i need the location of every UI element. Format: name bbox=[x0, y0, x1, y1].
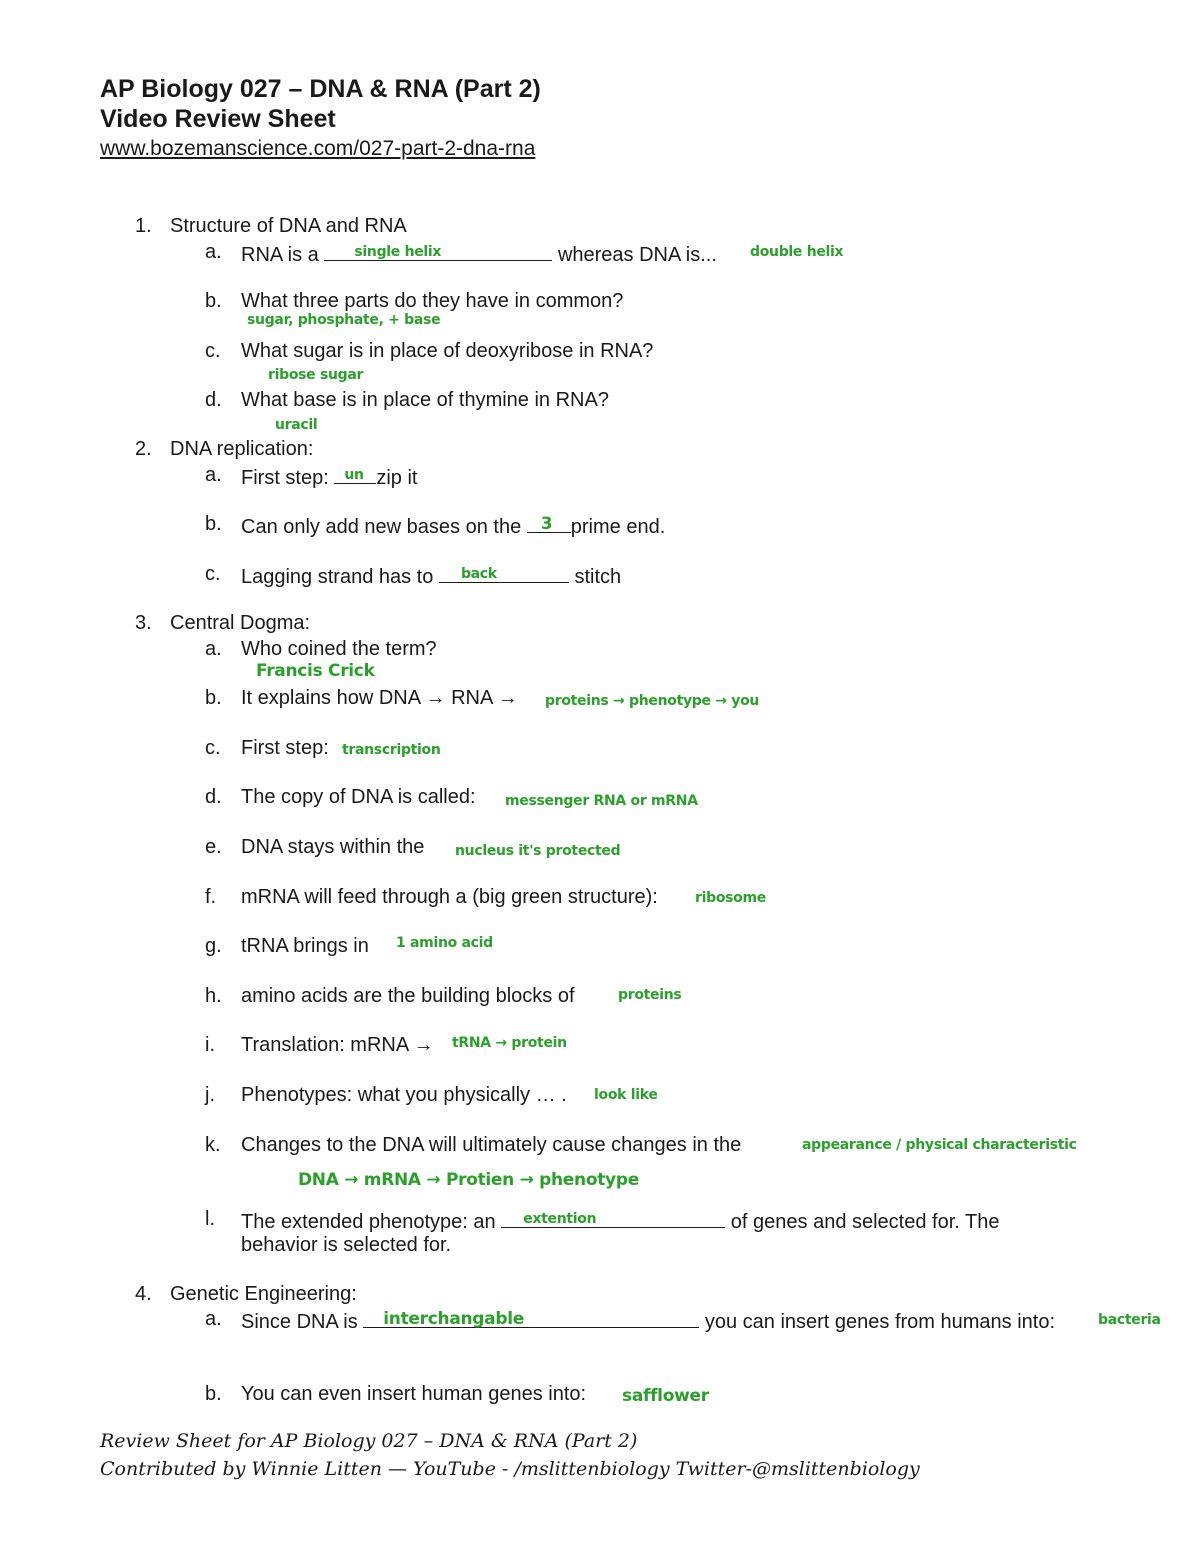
section-4-heading: Genetic Engineering: bbox=[170, 1283, 357, 1305]
item-3i-letter: i. bbox=[205, 1034, 215, 1056]
item-3g-letter: g. bbox=[205, 935, 222, 957]
section-1-heading: Structure of DNA and RNA bbox=[170, 215, 407, 237]
item-3l-text: The extended phenotype: an bbox=[241, 1211, 496, 1233]
item-2b-letter: b. bbox=[205, 513, 222, 535]
item-4a bbox=[241, 1307, 1055, 1334]
item-2c-text-2: stitch bbox=[574, 566, 622, 588]
footer-line-2: Contributed by Winnie Litten — YouTube - /mslittenbiology Twitter-@mslittenbiology bbox=[100, 1458, 920, 1480]
item-4b-text: You can even insert human genes into: bbox=[241, 1383, 587, 1405]
section-3-heading: Central Dogma: bbox=[170, 612, 311, 634]
page-title: AP Biology 027 – DNA & RNA (Part 2) bbox=[100, 75, 541, 103]
item-1a-blank bbox=[324, 240, 552, 261]
item-1c-answer: ribose sugar bbox=[268, 367, 364, 383]
item-3d-letter: d. bbox=[205, 786, 222, 808]
page-subtitle: Video Review Sheet bbox=[100, 105, 336, 133]
item-3f-answer: ribosome bbox=[695, 890, 766, 906]
item-3l-blank bbox=[501, 1207, 725, 1228]
item-1c-text: What sugar is in place of deoxyribose in RNA? bbox=[241, 340, 654, 362]
item-1d-text: What base is in place of thymine in RNA? bbox=[241, 389, 609, 411]
item-3k-answer: appearance / physical characteristic bbox=[802, 1137, 1077, 1153]
item-2a-answer: un bbox=[344, 467, 364, 483]
item-1d-letter: d. bbox=[205, 389, 222, 411]
item-1a-text: RNA is a bbox=[241, 244, 319, 266]
item-3i-answer: tRNA → protein bbox=[452, 1035, 567, 1051]
item-3e-answer: nucleus it's protected bbox=[455, 843, 621, 859]
item-2a-text-2: zip it bbox=[376, 467, 418, 489]
item-3e-letter: e. bbox=[205, 836, 222, 858]
item-3j-answer: look like bbox=[594, 1087, 658, 1103]
item-1a-letter: a. bbox=[205, 241, 222, 263]
item-3e-text: DNA stays within the bbox=[241, 836, 425, 858]
item-1b-answer: sugar, phosphate, + base bbox=[247, 312, 441, 328]
item-4a-text: Since DNA is bbox=[241, 1311, 358, 1333]
item-3k-letter: k. bbox=[205, 1134, 221, 1156]
item-2a-blank bbox=[334, 463, 376, 484]
item-3h-answer: proteins bbox=[618, 987, 682, 1003]
section-2-heading: DNA replication: bbox=[170, 438, 314, 460]
item-2b bbox=[241, 512, 665, 539]
item-3h-text: amino acids are the building blocks of bbox=[241, 985, 575, 1007]
item-3g-text: tRNA brings in bbox=[241, 935, 369, 957]
item-3l-text-3: behavior is selected for. bbox=[241, 1234, 452, 1256]
item-2b-text: Can only add new bases on the bbox=[241, 516, 522, 538]
item-3i-text: Translation: mRNA → bbox=[241, 1034, 434, 1056]
item-2b-answer: 3 bbox=[540, 514, 553, 534]
section-4-number: 4. bbox=[135, 1283, 152, 1305]
item-2b-text-2: prime end. bbox=[570, 516, 666, 538]
item-3l bbox=[241, 1207, 1000, 1234]
item-2a-letter: a. bbox=[205, 464, 222, 486]
item-1b-text: What three parts do they have in common? bbox=[241, 290, 624, 312]
section-1-number: 1. bbox=[135, 215, 152, 237]
item-4a-text-2: you can insert genes from humans into: bbox=[704, 1311, 1056, 1333]
item-1b-letter: b. bbox=[205, 290, 222, 312]
item-3h-letter: h. bbox=[205, 985, 222, 1007]
item-3c-text: First step: bbox=[241, 737, 329, 759]
item-3a-answer: Francis Crick bbox=[256, 661, 375, 681]
item-3k-note: DNA → mRNA → Protien → phenotype bbox=[298, 1170, 639, 1190]
item-1a-text-2: whereas DNA is... bbox=[557, 244, 717, 266]
item-3l-answer: extention bbox=[523, 1211, 597, 1227]
item-4b-answer: safflower bbox=[622, 1386, 709, 1406]
item-3a-letter: a. bbox=[205, 638, 222, 660]
item-3b-text: It explains how DNA → RNA → bbox=[241, 687, 518, 709]
item-2a-text: First step: bbox=[241, 467, 329, 489]
item-3d-answer: messenger RNA or mRNA bbox=[505, 793, 698, 809]
item-3l-letter: l. bbox=[205, 1208, 215, 1230]
item-3j-letter: j. bbox=[205, 1084, 215, 1106]
item-4a-answer: interchangable bbox=[383, 1309, 524, 1329]
item-2a bbox=[241, 463, 417, 490]
item-3b-answer: proteins → phenotype → you bbox=[545, 693, 760, 709]
item-3b-letter: b. bbox=[205, 687, 222, 709]
item-4a-answer-2: bacteria bbox=[1098, 1312, 1161, 1328]
item-2c-answer: back bbox=[460, 566, 497, 582]
item-2c bbox=[241, 562, 621, 589]
item-3k-text: Changes to the DNA will ultimately cause changes in the bbox=[241, 1134, 742, 1156]
item-3a-text: Who coined the term? bbox=[241, 638, 437, 660]
item-4a-letter: a. bbox=[205, 1308, 222, 1330]
item-2c-letter: c. bbox=[205, 563, 221, 585]
item-2c-text: Lagging strand has to bbox=[241, 566, 434, 588]
item-3c-answer: transcription bbox=[342, 742, 441, 758]
item-1c-letter: c. bbox=[205, 340, 221, 362]
item-1d-answer: uracil bbox=[275, 417, 318, 433]
item-2c-blank bbox=[439, 562, 569, 583]
item-1a-answer-2: double helix bbox=[750, 244, 844, 260]
item-3c-letter: c. bbox=[205, 737, 221, 759]
item-1a bbox=[241, 240, 717, 267]
item-3l-text-2: of genes and selected for. The bbox=[730, 1211, 1000, 1233]
section-2-number: 2. bbox=[135, 438, 152, 460]
section-3-number: 3. bbox=[135, 612, 152, 634]
video-link[interactable]: www.bozemanscience.com/027-part-2-dna-rna bbox=[100, 137, 536, 160]
item-3f-text: mRNA will feed through a (big green structure): bbox=[241, 886, 658, 908]
item-3j-text: Phenotypes: what you physically … . bbox=[241, 1084, 567, 1106]
item-3g-answer: 1 amino acid bbox=[396, 935, 493, 951]
item-2b-blank bbox=[527, 512, 571, 533]
item-4b-letter: b. bbox=[205, 1383, 222, 1405]
item-3d-text: The copy of DNA is called: bbox=[241, 786, 476, 808]
item-4a-blank bbox=[363, 1307, 699, 1328]
item-1a-answer: single helix bbox=[354, 244, 442, 260]
footer-line-1: Review Sheet for AP Biology 027 – DNA & RNA (Part 2) bbox=[100, 1430, 638, 1452]
item-3f-letter: f. bbox=[205, 886, 217, 908]
